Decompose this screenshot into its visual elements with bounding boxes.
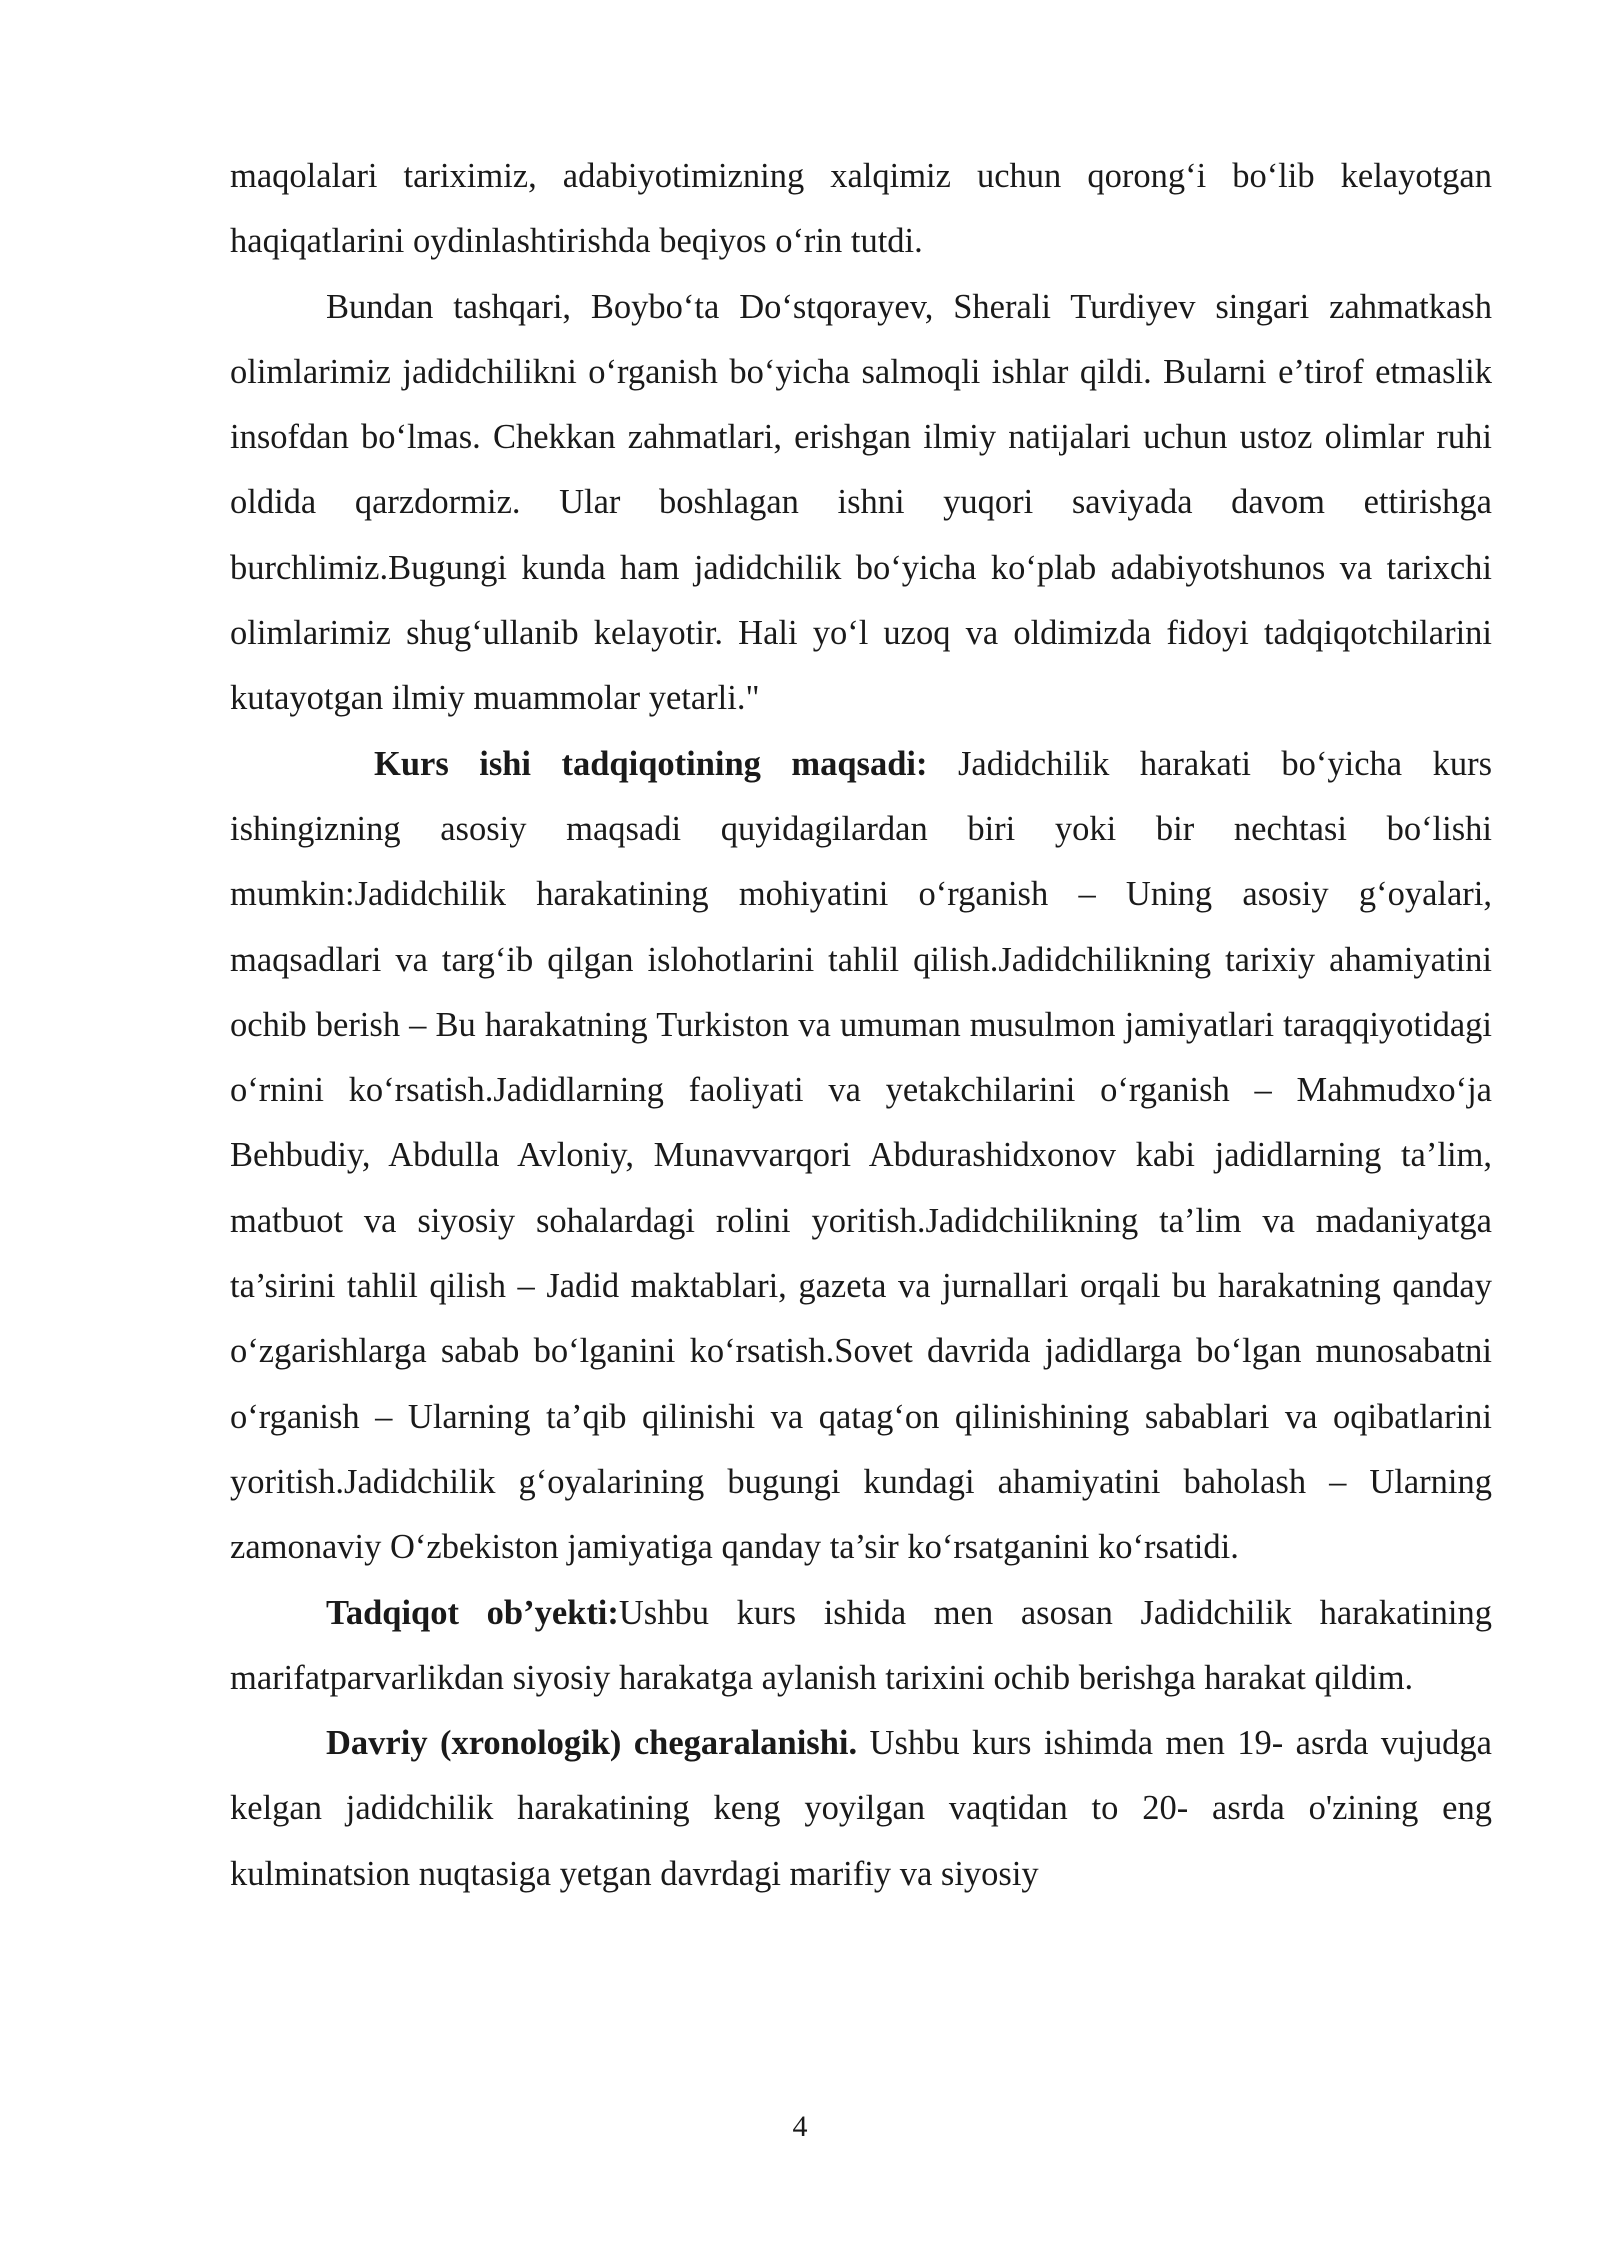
paragraph-text: maqolalari tariximiz, adabiyotimizning xalqimiz uchun qorong‘i bo‘lib kelayotgan haqiqatlarini oydinlashtirishda beqiyos o‘rin tutdi. [230, 157, 1492, 261]
paragraph-chronology [230, 1711, 1492, 1907]
document-body [230, 144, 1492, 1907]
paragraph-research-object [230, 1581, 1492, 1712]
paragraph-text: Bundan tashqari, Boybo‘ta Do‘stqorayev, Sherali Turdiyev singari zahmatkash olimlarimiz jadidchilikni o‘rganish bo‘yicha salmoqli ishlar qildi. Bularni e’tirof etmaslik insofdan bo‘lmas. Chekkan zahmatlari, erishgan ilmiy natijalari uchun ustoz olimlar ruhi oldida qarzdormiz. Ular boshlagan ishni yuqori saviyada davom ettirishga burchlimiz.Bugungi kunda ham jadidchilik bo‘yicha ko‘plab adabiyotshunos va tarixchi olimlarimiz shug‘ullanib kelayotir. Hali yo‘l uzoq va oldimizda fidoyi tadqiqotchilarini kutayotgan ilmiy muammolar yetarli." [230, 287, 1492, 718]
paragraph-heading: Kurs ishi tadqiqotining maqsadi: [374, 744, 928, 783]
paragraph-text: Ushbu kurs ishida men asosan Jadidchilik harakatining marifatparvarlikdan siyosiy harakatga aylanish tarixini ochib berishga harakat qildim. [230, 1593, 1492, 1697]
paragraph-heading: Tadqiqot ob’yekti: [326, 1593, 619, 1632]
paragraph-text: Jadidchilik harakati bo‘yicha kurs ishingizning asosiy maqsadi quyidagilardan biri yoki bir nechtasi bo‘lishi mumkin:Jadidchilik harakatining mohiyatini o‘rganish – Uning asosiy g‘oyalari, maqsadlari va targ‘ib qilgan islohotlarini tahlil qilish.Jadidchilikning tarixiy ahamiyatini ochib berish – Bu harakatning Turkiston va umuman musulmon jamiyatlari taraqqiyotidagi o‘rnini ko‘rsatish.Jadidlarning faoliyati va yetakchilarini o‘rganish – Mahmudxo‘ja Behbudiy, Abdulla Avloniy, Munavvarqori Abdurashidxonov kabi jadidlarning ta’lim, matbuot va siyosiy sohalardagi rolini yoritish.Jadidchilikning ta’lim va madaniyatga ta’sirini tahlil qilish – Jadid maktablari, gazeta va jurnallari orqali bu harakatning qanday o‘zgarishlarga sabab bo‘lganini ko‘rsatish.Sovet davrida jadidlarga bo‘lgan munosabatni o‘rganish – Ularning ta’qib qilinishi va qatag‘on qilinishining sabablari va oqibatlarini yoritish.Jadidchilik g‘oyalarining bugungi kundagi ahamiyatini baholash – Ularning zamonaviy O‘zbekiston jamiyatiga qanday ta’sir ko‘rsatganini ko‘rsatidi. [230, 744, 1492, 1567]
paragraph-text: Ushbu kurs ishimda men 19- asrda vujudga kelgan jadidchilik harakatining keng yoyilgan vaqtidan to 20- asrda o'zining eng kulminatsion nuqtasiga yetgan davrdagi marifiy va siyosiy [230, 1724, 1492, 1893]
paragraph-continuation [230, 144, 1492, 275]
page-number: 4 [792, 2110, 808, 2143]
paragraph-research-goal [230, 732, 1492, 1581]
paragraph-scholars [230, 275, 1492, 732]
paragraph-heading: Davriy (xronologik) chegaralanishi. [326, 1724, 858, 1763]
